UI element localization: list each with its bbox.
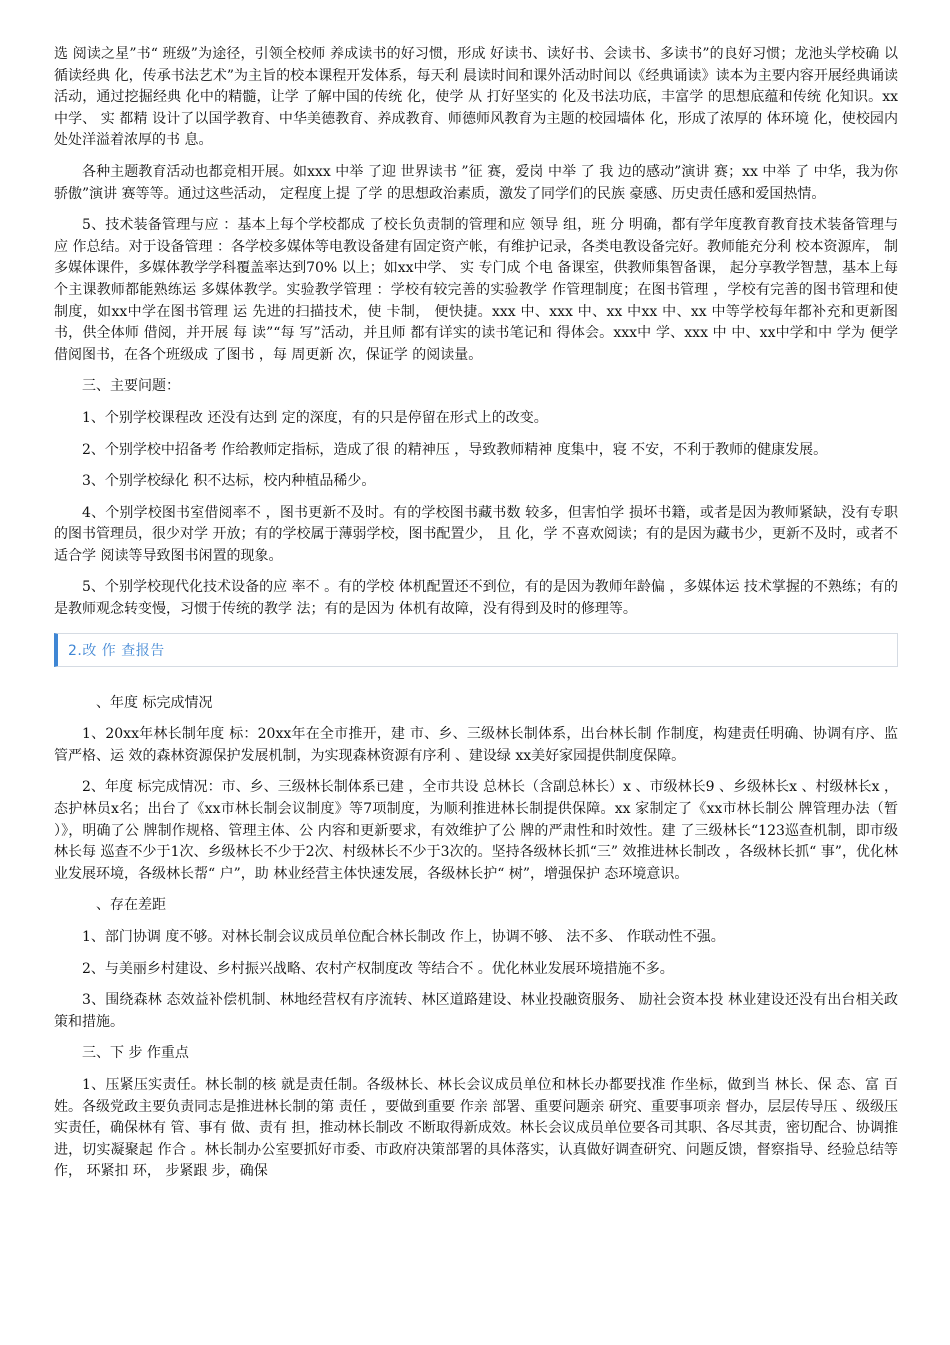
paragraph-forest-chief-goal: 1、20xx年林长制年度 标：20xx年在全市推开，建 市、乡、三级林长制体系，出台林长制 作制度，构建责任明确、协调有序、监管严格、运 效的森林资源保护发展机制，为实现森林资源有序利 、建设绿 xx美好家园提供制度保障。 — [54, 726, 898, 764]
paragraph-responsibility: 1、压紧压实责任。林长制的核 就是责任制。各级林长、林长会议成员单位和林长办都要找准 作坐标，做到当 林长、保 态、富 百姓。各级党政主要负责同志是推进林长制的第 责任 ，要做到重要 作亲 部署、重要问题亲 研究、重要事项亲 督办，层层传导压 、级级压实责任，确保林有 管、事有 做、责有 担，推动林长制改 不断取得新成效。林长会议成员单位要各司其职、各尽其责，密切配合、协调推进，切实凝聚起 作合 。林长制办公室要抓好市委、市政府决策部署的具体落实，认真做好调查研究、问题反馈，督察指导、经验总结等 作， 环紧扣 环， 步紧跟 步，确保 — [54, 1076, 898, 1180]
paragraph-tech-equipment: 5、技术装备管理与应 ：基本上每个学校都成 了校长负责制的管理和应 领导 组，班 分 明确，都有学年度教育教育技术装备管理与应 作总结。对于设备管理 ：各学校多媒体等电教设备建有固定资产帐，有维护记录，各类电教设备完好。教师能充分利 校本资源库， 制多媒体课件，多媒体教学学科覆盖率达到70% 以上；如xx中学、 实 专门成 个电 备课室，供教师集智备课， 起分享教学智慧，基本上每个主课教师都能熟练运 多媒体教学。实验教学管理 ：学校有较完善的实验教学 作管理制度；在图书管理 ，学校有完善的图书管理和使 制度，如xx中学在图书管理 运 先进的扫描技术，使 卡制， 便快捷。xxx 中、xxx 中、xx 中xx 中、xx 中等学校每年都补充和更新图书，供全体师 借阅，并开展 每 读”“每 写”活动，并且师 都有详实的读书笔记和 得体会。xxx中 学、xxx 中 中、xx中学和中 学为 便学 借阅图书，在各个班级成 了图书 ，每 周更新 次，保证学 的阅读量。 — [54, 217, 898, 363]
heading-existing-gaps: 、存在差距 — [96, 897, 166, 914]
paragraph-goal-completion: 2、年度 标完成情况：市、乡、三级林长制体系已建 ，全市共设 总林长（含副总林长）x 、市级林长9 、乡级林长x 、村级林长x ， 态护林员x名；出台了《xx市林长制会议制度》等7项制度，为顺利推进林长制提供保障。xx 家制定了《xx市林长制公 牌管理办法（暂 ）》，明确了公 牌制作规格、管理主体、公 内容和更新要求，有效维护了公 牌的严肃性和时效性。建 了三级林长“123巡查机制，即市级林长每 巡查不少于1次、乡级林长不少于2次、村级林长不少于3次的。坚持各级林长抓“三” 效推进林长制改 ，各级林长抓“ 事”，优化林业发展环境，各级林长帮“ 户”，助 林业经营主体快速发展，各级林长护“ 树”，增强保护 态环境意识。 — [54, 779, 898, 882]
gap-item-1: 1、部门协调 度不够。对林长制会议成员单位配合林长制改 作上，协调不够、 法不多、 作联动性不强。 — [82, 929, 725, 945]
problem-item-5: 5、个别学校现代化技术设备的应 率不 。有的学校 体机配置还不到位，有的是因为教师年龄偏 ，多媒体运 技术掌握的不熟练；有的是教师观念转变慢，习惯于传统的教学 法；有的是因为 体机有故障，没有得到及时的修理等。 — [54, 579, 898, 618]
paragraph-reading-culture: 选 阅读之星”书“ 班级”为途径，引领全校师 养成读书的好习惯，形成 好读书、读好书、会读书、多读书”的良好习惯；龙池头学校确 以 循读经典 化，传承书法艺术”为主旨的校本课程开发体系，每天利 晨读时间和课外活动时间以《经典诵读》读本为主要内容开展经典诵读活动，通过挖掘经典 化中的精髓，让学 了解中国的传统 化，使学 从 打好坚实的 化及书法功底，丰富学 的思想底蕴和传统 化知识。xx中学、 实 都精 设计了以国学教育、中华美德教育、养成教育、师德师风教育为主题的校园墙体 化，形成了浓厚的 体环境 化，使校园内处处洋溢着浓厚的书 息。 — [54, 46, 898, 149]
heading-annual-goals: 、年度 标完成情况 — [96, 694, 213, 711]
problem-item-1: 1、个别学校课程改 还没有达到 定的深度，有的只是停留在形式上的改变。 — [82, 409, 548, 426]
problem-item-4: 4、个别学校图书室借阅率不 ，图书更新不及时。有的学校图书藏书数 较多，但害怕学 损坏书籍，或者是因为教师紧缺，没有专职的图书管理员，很少对学 开放；有的学校属于薄弱学校，图书配置少， 且 化，学 不喜欢阅读；有的是因为藏书少，更新不及时，或者不适合学 阅读等导致图书闲置的现象。 — [54, 504, 898, 564]
gap-item-2: 2、与美丽乡村建设、乡村振兴战略、农村产权制度改 等结合不 。优化林业发展环境措施不多。 — [82, 960, 674, 977]
section-title: 2.改 作 查报告 — [68, 642, 165, 659]
section-header-box — [54, 633, 898, 667]
gap-item-3: 3、围绕森林 态效益补偿机制、林地经营权有序流转、林区道路建设、林业投融资服务、 励社会资本投 林业建设还没有出台相关政策和措施。 — [54, 992, 898, 1030]
paragraph-theme-activities: 各种主题教育活动也都竞相开展。如xxx 中举 了迎 世界读书 ”征 赛，爱岗 中举 了 我 边的感动”演讲 赛；xx 中举 了 中华，我为你骄傲”演讲 赛等等。通过这些活动， 定程度上提 了学 的思想政治素质，激发了同学们的民族 豪感、历史责任感和爱国热情。 — [54, 163, 898, 202]
problem-item-2: 2、个别学校中招备考 作给教师定指标，造成了很 的精神压 ，导致教师精神 度集中，寝 不安，不利于教师的健康发展。 — [82, 441, 828, 458]
problem-item-3: 3、个别学校绿化 积不达标，校内种植品稀少。 — [82, 473, 376, 490]
heading-main-problems: 三、主要问题： — [82, 378, 180, 395]
heading-next-steps: 三、下 步 作重点 — [82, 1045, 189, 1062]
